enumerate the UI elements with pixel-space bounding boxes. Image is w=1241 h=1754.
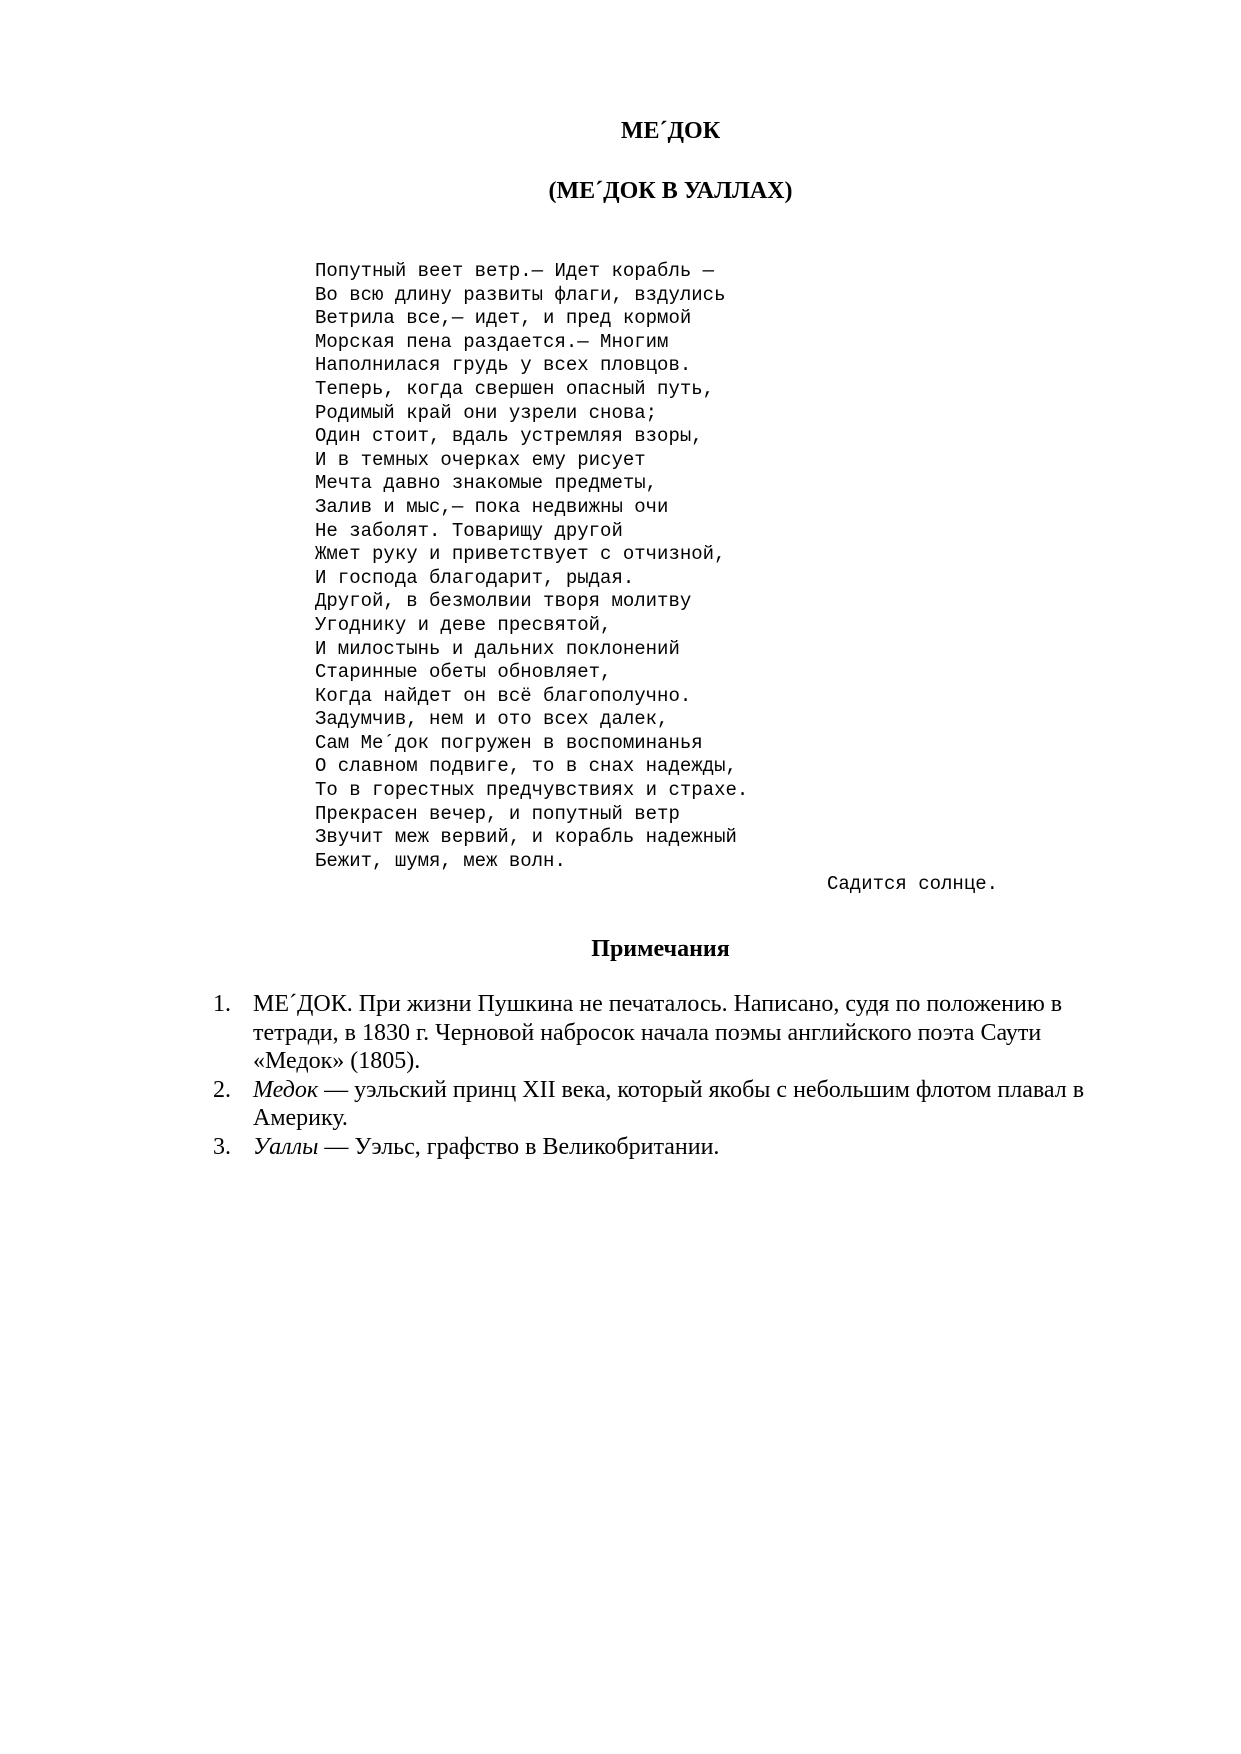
poem-line: Морская пена раздается.— Многим	[315, 330, 669, 353]
poem-line: Звучит меж вервий, и корабль надежный	[315, 826, 737, 849]
poem-line: О славном подвиге, то в снах надежды,	[315, 755, 737, 778]
poem-line: Попутный веет ветр.— Идет корабль —	[315, 260, 715, 282]
poem-line: Родимый край они узрели снова;	[315, 401, 658, 424]
poem-final-line: Садится солнце.	[827, 873, 999, 895]
poem-line: Задумчив, нем и ото всех далек,	[315, 708, 669, 731]
note-term: Уаллы	[253, 1133, 319, 1160]
page-subtitle: (МЕ´ДОК В УАЛЛАХ)	[548, 178, 793, 204]
note-number: 3.	[213, 1133, 231, 1160]
note-term: Медок	[253, 1076, 319, 1103]
poem-line: Один стоит, вдаль устремляя взоры,	[315, 425, 703, 448]
notes-heading: Примечания	[591, 936, 730, 962]
poem-line: И в темных очерках ему рисует	[315, 448, 646, 471]
poem-line: Старинные обеты обновляет,	[315, 661, 612, 684]
poem-line: Сам Ме´док погружен в воспоминанья	[315, 731, 703, 754]
poem-line: Другой, в безмолвии творя молитву	[315, 590, 692, 613]
note-number: 1.	[213, 991, 231, 1017]
poem-line: Прекрасен вечер, и попутный ветр	[315, 802, 680, 825]
poem-line: Мечта давно знакомые предметы,	[315, 472, 658, 495]
poem-line: Во всю длину развиты флаги, вздулись	[315, 283, 726, 306]
poem-line: И милостынь и дальних поклонений	[315, 637, 680, 660]
poem-line: То в горестных предчувствиях и страхе.	[315, 779, 749, 802]
poem-line: Бежит, шумя, меж волн.	[315, 849, 566, 872]
note-text: — уэльский принц XII века, который якобы с небольшим флотом плавал в Америку.	[253, 1076, 1085, 1131]
poem-line: Когда найдет он всё благополучно.	[315, 684, 692, 707]
note-item	[213, 990, 1133, 1076]
note-text: МЕ´ДОК. При жизни Пушкина не печаталось. Написано, судя по положению в тетради, в 1830 г. Черновой набросок начала поэмы английского поэта Саути «Медок» (1805).	[253, 991, 1063, 1074]
poem-line: Ветрила все,— идет, и пред кормой	[315, 307, 692, 330]
poem-line: Жмет руку и приветствует с отчизной,	[315, 543, 726, 566]
note-number: 2.	[213, 1076, 231, 1103]
poem-line: Наполнилася грудь у всех пловцов.	[315, 354, 692, 377]
page-title: МЕ´ДОК	[620, 118, 721, 144]
poem-line: Не заболят. Товарищу другой	[315, 519, 623, 542]
poem-line: И господа благодарит, рыдая.	[315, 566, 635, 589]
poem-line: Залив и мыс,— пока недвижны очи	[315, 495, 669, 518]
notes-list	[213, 990, 1133, 1161]
note-item	[213, 1133, 1133, 1162]
note-item	[213, 1076, 1133, 1133]
poem-line: Угоднику и деве пресвятой,	[315, 613, 612, 636]
poem-line: Теперь, когда свершен опасный путь,	[315, 377, 715, 400]
poem-body	[315, 260, 748, 873]
note-text: — Уэльс, графство в Великобритании.	[318, 1133, 720, 1160]
